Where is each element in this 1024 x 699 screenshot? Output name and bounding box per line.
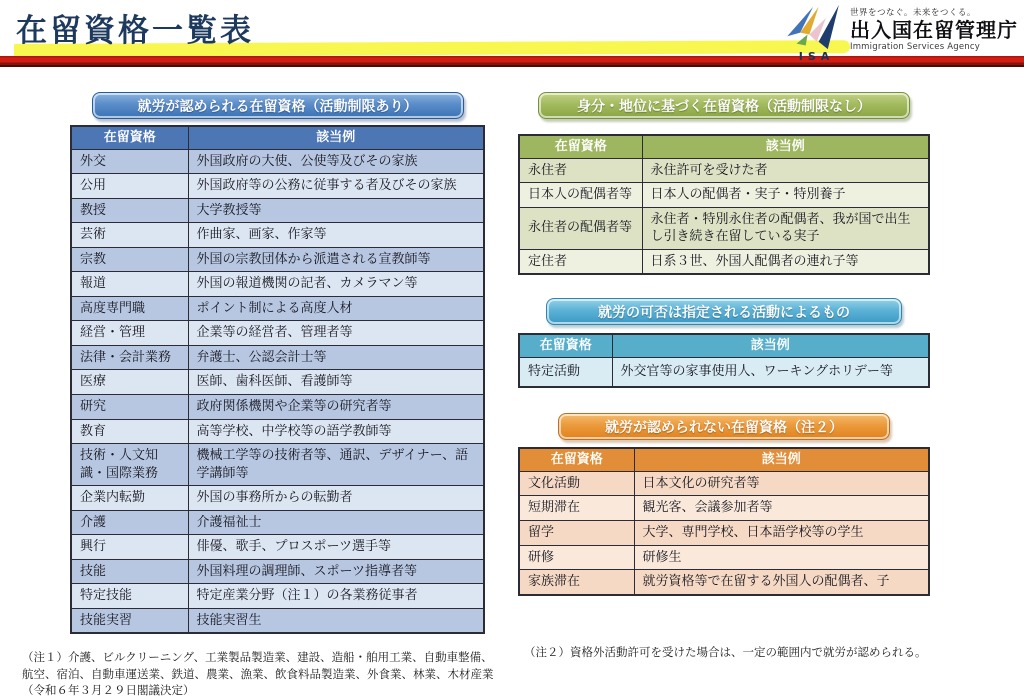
example-cell: 弁護士、公認会計士等 [188,345,484,370]
work-statuses-section [70,92,485,634]
example-cell: 機械工学等の技術者等、通訳、デザイナー、語学講師等 [188,444,484,486]
example-cell: 外国政府等の公務に従事する者及びその家族 [188,174,484,199]
status-cell: 特定活動 [519,357,612,387]
example-cell: 大学、専門学校、日本語学校等の学生 [634,520,929,545]
status-based-heading: 身分・地位に基づく在留資格（活動制限なし） [538,92,910,119]
logo-tagline: 世界をつなぐ。未来をつくる。 [850,8,976,18]
status-cell: 技能実習 [71,608,188,633]
example-cell: 外国政府の大使、公使等及びその家族 [188,149,484,174]
agency-name-en: Immigration Services Agency [850,42,980,52]
example-cell: 企業等の経営者、管理者等 [188,321,484,346]
table-row [71,247,484,272]
table-row [71,296,484,321]
isa-logo [785,3,1018,63]
example-cell: 観光客、会議参加者等 [634,496,929,521]
example-cell: ポイント制による高度人材 [188,296,484,321]
example-cell: 日系３世、外国人配偶者の連れ子等 [642,249,929,274]
status-cell: 技術・人文知識・国際業務 [71,444,188,486]
column-header-example: 該当例 [188,126,484,149]
table-header-row [519,448,929,471]
table-row [519,496,929,521]
table-row [519,183,929,208]
status-cell: 特定技能 [71,584,188,609]
footnote-1: （注１）介護、ビルクリーニング、工業製品製造業、建設、造船・舶用工業、自動車整備、航空、宿泊、自動車運送業、鉄道、農業、漁業、飲食料品製造業、外食業、林業、木材産業（令和６年３月２９日閣議決定） [22,650,494,698]
table-row [71,174,484,199]
status-cell: 経営・管理 [71,321,188,346]
table-row [71,198,484,223]
status-cell: 家族滞在 [519,570,634,595]
example-cell: 研修生 [634,545,929,570]
example-cell: 外国の事務所からの転勤者 [188,486,484,511]
table-row [519,249,929,274]
status-cell: 公用 [71,174,188,199]
table-header-row [519,334,929,357]
no-work-table [518,447,930,595]
footnote-2: （注２）資格外活動許可を受けた場合は、一定の範囲内で就労が認められる。 [524,645,927,659]
table-row [71,444,484,486]
designated-activities-table [518,333,930,388]
status-cell: 定住者 [519,249,642,274]
work-statuses-table [70,125,485,634]
table-row [71,535,484,560]
column-header-example: 該当例 [612,334,929,357]
status-cell: 介護 [71,510,188,535]
agency-name-ja: 出入国在留管理庁 [850,18,1018,42]
status-cell: 報道 [71,272,188,297]
status-cell: 医療 [71,370,188,395]
status-cell: 永住者の配偶者等 [519,207,642,249]
example-cell: 高等学校、中学校等の語学教師等 [188,419,484,444]
status-cell: 興行 [71,535,188,560]
status-cell: 法律・会計業務 [71,345,188,370]
table-row [71,419,484,444]
status-cell: 宗教 [71,247,188,272]
example-cell: 医師、歯科医師、看護師等 [188,370,484,395]
status-cell: 企業内転勤 [71,486,188,511]
example-cell: 技能実習生 [188,608,484,633]
status-based-table [518,134,930,275]
example-cell: 大学教授等 [188,198,484,223]
column-header-status: 在留資格 [519,448,634,471]
page-title: 在留資格一覧表 [16,13,254,49]
status-cell: 短期滞在 [519,496,634,521]
example-cell: 外国の報道機関の記者、カメラマン等 [188,272,484,297]
example-cell: 政府関係機関や企業等の研究者等 [188,395,484,420]
example-cell: 日本文化の研究者等 [634,471,929,496]
table-header-row [519,135,929,158]
table-row [71,510,484,535]
status-cell: 永住者 [519,158,642,183]
table-row [71,395,484,420]
table-row [71,559,484,584]
example-cell: 介護福祉士 [188,510,484,535]
work-statuses-heading: 就労が認められる在留資格（活動制限あり） [92,92,464,119]
table-row [519,570,929,595]
column-header-status: 在留資格 [519,334,612,357]
table-row [71,321,484,346]
table-row [71,608,484,633]
table-row [519,520,929,545]
no-work-heading: 就労が認められない在留資格（注２） [558,413,890,440]
example-cell: 外国の宗教団体から派遣される宣教師等 [188,247,484,272]
status-cell: 日本人の配偶者等 [519,183,642,208]
column-header-status: 在留資格 [71,126,188,149]
table-header-row [71,126,484,149]
status-cell: 文化活動 [519,471,634,496]
table-row [71,584,484,609]
example-cell: 永住者・特別永住者の配偶者、我が国で出生し引き続き在留している実子 [642,207,929,249]
table-row [71,149,484,174]
status-cell: 芸術 [71,223,188,248]
example-cell: 俳優、歌手、プロスポーツ選手等 [188,535,484,560]
table-row [71,272,484,297]
table-row [71,223,484,248]
table-row [519,207,929,249]
isa-plane-icon [785,5,843,51]
example-cell: 作曲家、画家、作家等 [188,223,484,248]
table-row [519,471,929,496]
status-cell: 研修 [519,545,634,570]
example-cell: 特定産業分野（注１）の各業務従事者 [188,584,484,609]
status-cell: 高度専門職 [71,296,188,321]
table-row [519,545,929,570]
agency-name-block [850,3,1018,52]
table-row [71,370,484,395]
example-cell: 外国料理の調理師、スポーツ指導者等 [188,559,484,584]
status-cell: 技能 [71,559,188,584]
table-row [71,345,484,370]
example-cell: 日本人の配偶者・実子・特別養子 [642,183,929,208]
status-cell: 留学 [519,520,634,545]
table-row [519,158,929,183]
column-header-example: 該当例 [642,135,929,158]
example-cell: 外交官等の家事使用人、ワーキングホリデー等 [612,357,929,387]
column-header-example: 該当例 [634,448,929,471]
isa-abbreviation: ISA [798,50,835,63]
column-header-status: 在留資格 [519,135,642,158]
status-cell: 外交 [71,149,188,174]
status-cell: 教授 [71,198,188,223]
isa-logo-mark [785,3,843,63]
status-cell: 教育 [71,419,188,444]
example-cell: 永住許可を受けた者 [642,158,929,183]
table-row [519,357,929,387]
status-cell: 研究 [71,395,188,420]
right-column [518,92,930,596]
table-row [71,486,484,511]
example-cell: 就労資格等で在留する外国人の配偶者、子 [634,570,929,595]
designated-activities-heading: 就労の可否は指定される活動によるもの [546,298,902,325]
